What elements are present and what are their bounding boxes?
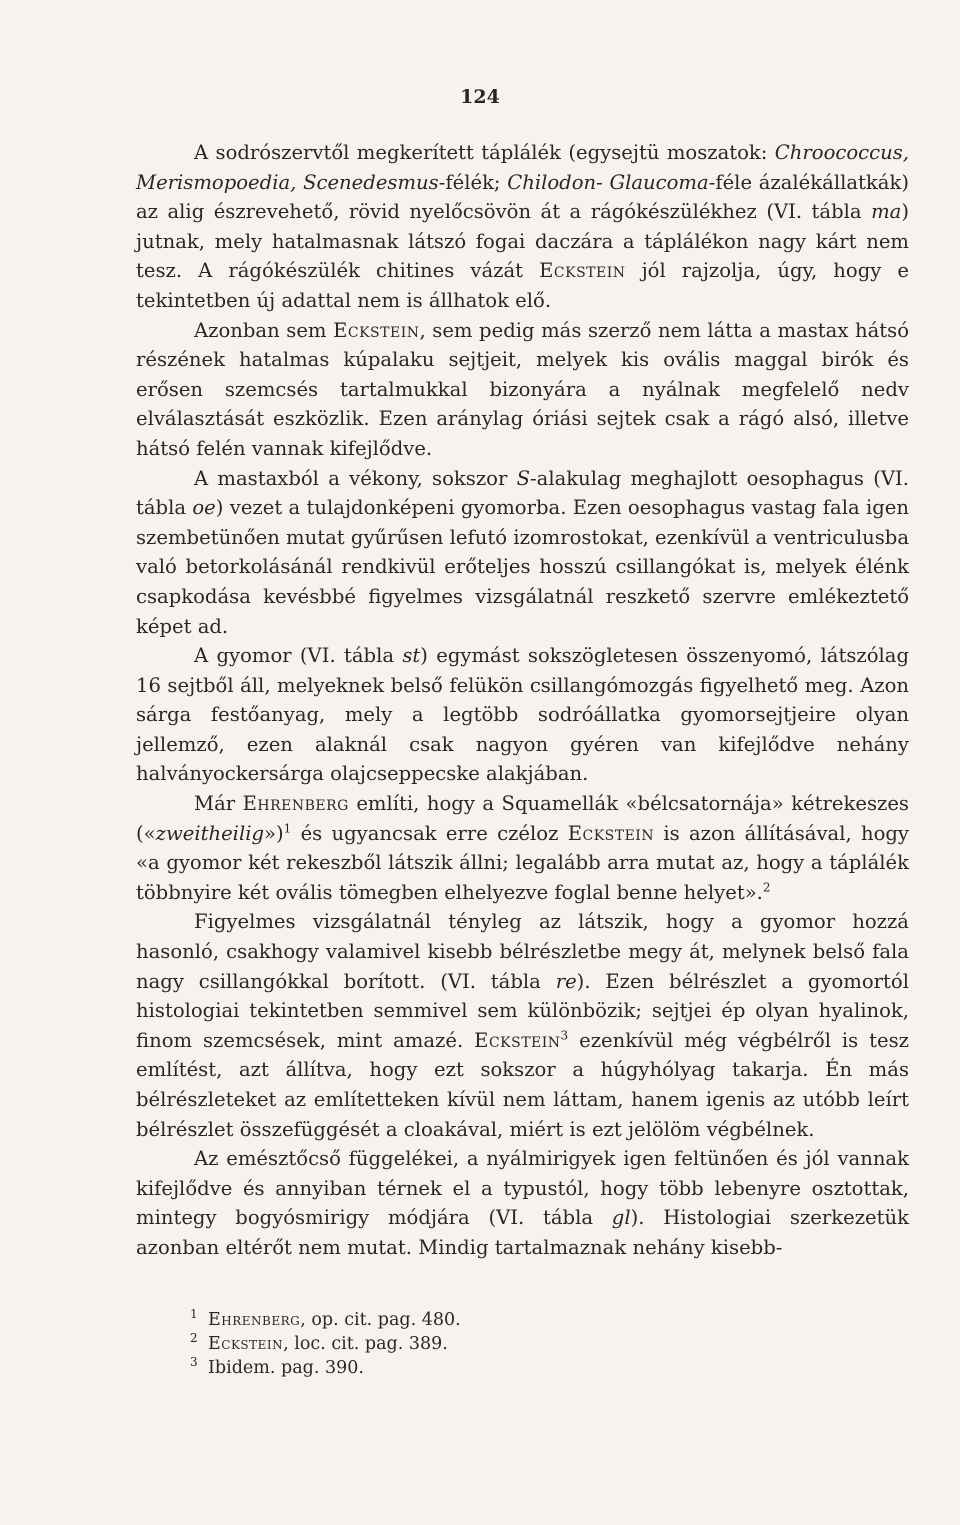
footnote: 2 Eckstein, loc. cit. pag. 389. [190, 1331, 448, 1354]
footnote-text: Ibidem. pag. 390. [208, 1358, 364, 1378]
author-name: Ehrenberg [242, 792, 349, 816]
text-run: -félék; [438, 170, 508, 194]
italic-text: Chilodon- Glaucoma [507, 170, 709, 194]
text-run: A mastaxból a vékony, sokszor [194, 466, 517, 490]
paragraph [136, 907, 909, 1144]
text-run: ). Histologiai szerkezetük azonban eltérőt nem mutat. Mindig tartalmaznak nehány kisebb- [136, 1206, 909, 1259]
author-name: Eckstein [333, 318, 420, 342]
footnote-author: Eckstein [208, 1334, 284, 1354]
footnote-ref: 1 [283, 821, 292, 836]
text-run: említi, hogy a Squamellák «bélcsatornája» kétrekeszes (« [136, 792, 909, 845]
footnote-text: , op. cit. pag. 480. [300, 1310, 461, 1330]
text-run: ») [264, 821, 284, 845]
paragraph [136, 789, 909, 907]
footnote: 3 Ibidem. pag. 390. [190, 1355, 364, 1378]
footnote-ref: 3 [560, 1028, 569, 1043]
paragraph [136, 316, 909, 464]
text-run: Azonban sem [194, 318, 334, 342]
footnote-ref: 2 [762, 880, 771, 895]
italic-text: re [555, 969, 577, 993]
italic-text: Chroococcus, Merismopoedia, Scenedesmus [136, 141, 909, 194]
author-name: Eckstein [567, 821, 655, 845]
footnote: 1 Ehrenberg, op. cit. pag. 480. [190, 1307, 461, 1330]
page-number: 124 [460, 86, 500, 108]
text-run: , sem pedig más szerző nem látta a mastax hátsó részének hatalmas kúpalaku sejtjeit, melyek kis ovális maggal birók és erősen szemcsés tartalmukkal bizonyára a nyálnak megfelelő nedv elválasztását eszközlik. Ezen aránylag óriási sejtek csak a rágó alsó, illetve hátsó felén vannak kifejlődve. [136, 318, 909, 460]
body-text [136, 138, 909, 1263]
text-run: ) jutnak, mely hatalmasnak látszó fogai daczára a táplálékon nagy kárt nem tesz. A rágókészülék chitines vázát [136, 200, 909, 283]
italic-text: st [402, 644, 421, 668]
text-run: ) vezet a tulajdonképeni gyomorba. Ezen oesophagus vastag fala igen szembetünően mutat gyűrűsen lefutó izomrostokat, ezenkívül a ventriculusba való betorkolásánál rendkivül erőteljes hosszú csillangókat is, melyek élénk csapkodása kevésbbé figyelmes vizsgálatnál reszkető szervre emlékeztető képet ad. [136, 496, 909, 638]
text-run: Az emésztőcső függelékei, a nyálmirigyek igen feltünően és jól vannak kifejlődve és annyiban térnek el a typustól, hogy több lebenyre osztottak, mintegy bogyósmirigy módjára (VI. tábla [136, 1147, 909, 1230]
italic-text: ma [871, 200, 902, 224]
author-name: Eckstein [539, 259, 626, 283]
text-run: jól rajzolja, úgy, hogy e tekintetben új adattal nem is állhatok elő. [136, 259, 909, 312]
paragraph [136, 464, 909, 642]
footnote-author: Ehrenberg [208, 1310, 301, 1330]
text-run: is azon állításával, hogy «a gyomor két rekeszből látszik állni; legalább arra mutat az, hogy a táplálék többnyire két ovális tömegben elhelyezve foglal benne helyet». [136, 821, 909, 904]
text-run: Figyelmes vizsgálatnál tényleg az látszik, hogy a gyomor hozzá hasonló, csakhogy valamivel kisebb bélrészletbe megy át, melynek belső fala nagy csillangókkal borított. (VI. tábla [136, 910, 909, 993]
text-run: A sodrószervtől megkerített táplálék (egysejtü moszatok: [194, 141, 775, 164]
text-run: ). Ezen bélrészlet a gyomortól histologiai tekintetben semmivel sem különbözik; sejtjei ép olyan hyalinok, finom szemcsések, mint amazé. [136, 969, 909, 1052]
italic-text: zweitheilig [155, 821, 265, 845]
text-run: A gyomor (VI. tábla [194, 644, 403, 668]
italic-text: gl [611, 1206, 631, 1230]
italic-text: oe [192, 496, 216, 520]
paragraph [136, 641, 909, 789]
text-run: -féle ázalékállatkák) az alig észrevehető, rövid nyelőcsövön át a rágókészülékhez (VI. tábla [136, 170, 909, 224]
paragraph [136, 138, 909, 316]
paragraph [136, 1144, 909, 1262]
text-run: ezenkívül még végbélről is tesz említést, azt állítva, hogy ezt sokszor a húgyhólyag takarja. Én más bélrészleteket az említetteken kívül nem láttam, hanem igenis az utóbb leírt bélrészlet összefüggését a cloakával, miért is ezt jelölöm végbélnek. [136, 1028, 909, 1141]
italic-text: S [516, 466, 531, 490]
text-run: ) egymást sokszögletesen összenyomó, látszólag 16 sejtből áll, melyeknek belső felükön csillangómozgás figyelhető meg. Azon sárga festőanyag, mely a legtöbb sodróállatka gyomorsejtjeire olyan jellemző, ezen alaknál csak nagyon gyéren van kifejlődve nehány halványockersárga olajcseppecske alakjában. [136, 644, 909, 786]
footnote-text: , loc. cit. pag. 389. [283, 1334, 448, 1354]
footnotes [190, 1308, 461, 1380]
text-run: és ugyancsak erre czéloz [291, 821, 568, 845]
text-run: Már [194, 792, 243, 816]
text-run: -alakulag meghajlott oesophagus (VI. tábla [136, 466, 909, 520]
author-name: Eckstein [474, 1028, 561, 1052]
